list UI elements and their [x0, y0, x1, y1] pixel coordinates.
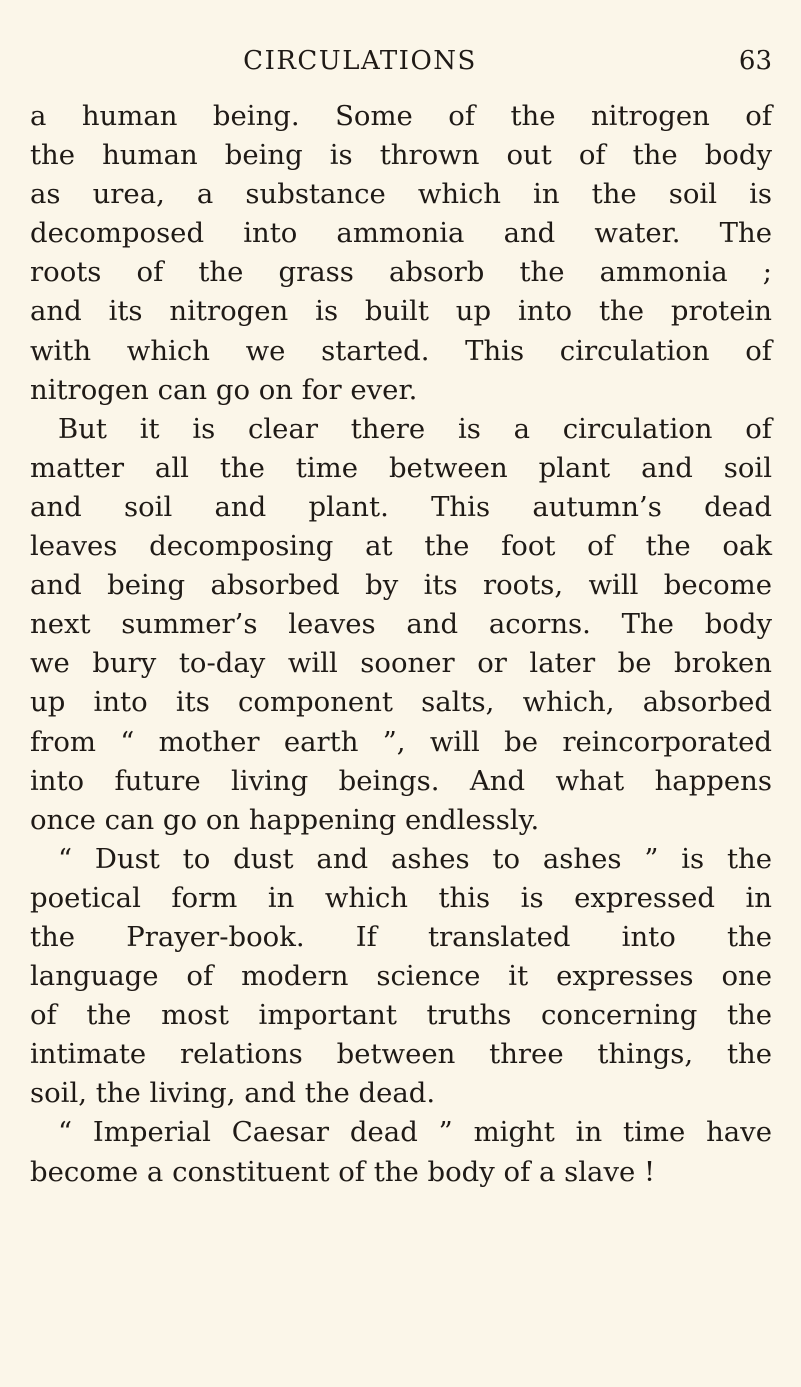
text-line: leaves decomposing at the foot of the oak: [30, 530, 772, 563]
page-header: [0, 46, 801, 86]
text-line: matter all the time between plant and soil: [30, 451, 772, 484]
text-line: we bury to-day will sooner or later be broken: [30, 647, 772, 680]
text-line: with which we started. This circulation of: [30, 334, 772, 367]
text-line: as urea, a substance which in the soil is: [30, 178, 772, 211]
text-line: and being absorbed by its roots, will become: [30, 569, 772, 602]
text-line: from “ mother earth ”, will be reincorporated: [30, 725, 772, 758]
text-line: But it is clear there is a circulation of: [58, 412, 772, 445]
text-line: intimate relations between three things, the: [30, 1038, 772, 1071]
text-line: become a constituent of the body of a slave !: [30, 1155, 656, 1188]
text-line: “ Dust to dust and ashes to ashes ” is the: [58, 842, 772, 875]
text-line: and its nitrogen is built up into the protein: [30, 295, 772, 328]
text-line: language of modern science it expresses one: [30, 960, 772, 993]
body-text: [30, 97, 772, 1192]
text-line: once can go on happening endlessly.: [30, 803, 540, 836]
page-number: 63: [738, 46, 772, 76]
text-line: soil, the living, and the dead.: [30, 1077, 436, 1110]
running-head: CIRCULATIONS: [243, 46, 477, 76]
text-line: the human being is thrown out of the body: [30, 139, 772, 172]
text-line: roots of the grass absorb the ammonia ;: [30, 256, 772, 289]
text-line: the Prayer-book. If translated into the: [30, 920, 772, 953]
text-line: “ Imperial Caesar dead ” might in time have: [58, 1116, 772, 1149]
text-line: nitrogen can go on for ever.: [30, 373, 418, 406]
text-line: decomposed into ammonia and water. The: [30, 217, 772, 250]
text-line: and soil and plant. This autumn’s dead: [30, 490, 772, 523]
text-line: up into its component salts, which, absorbed: [30, 686, 772, 719]
text-line: a human being. Some of the nitrogen of: [30, 100, 772, 132]
text-line: poetical form in which this is expressed in: [30, 881, 772, 914]
text-line: of the most important truths concerning the: [30, 999, 772, 1032]
text-line: into future living beings. And what happens: [30, 764, 772, 797]
text-line: next summer’s leaves and acorns. The body: [30, 608, 772, 641]
